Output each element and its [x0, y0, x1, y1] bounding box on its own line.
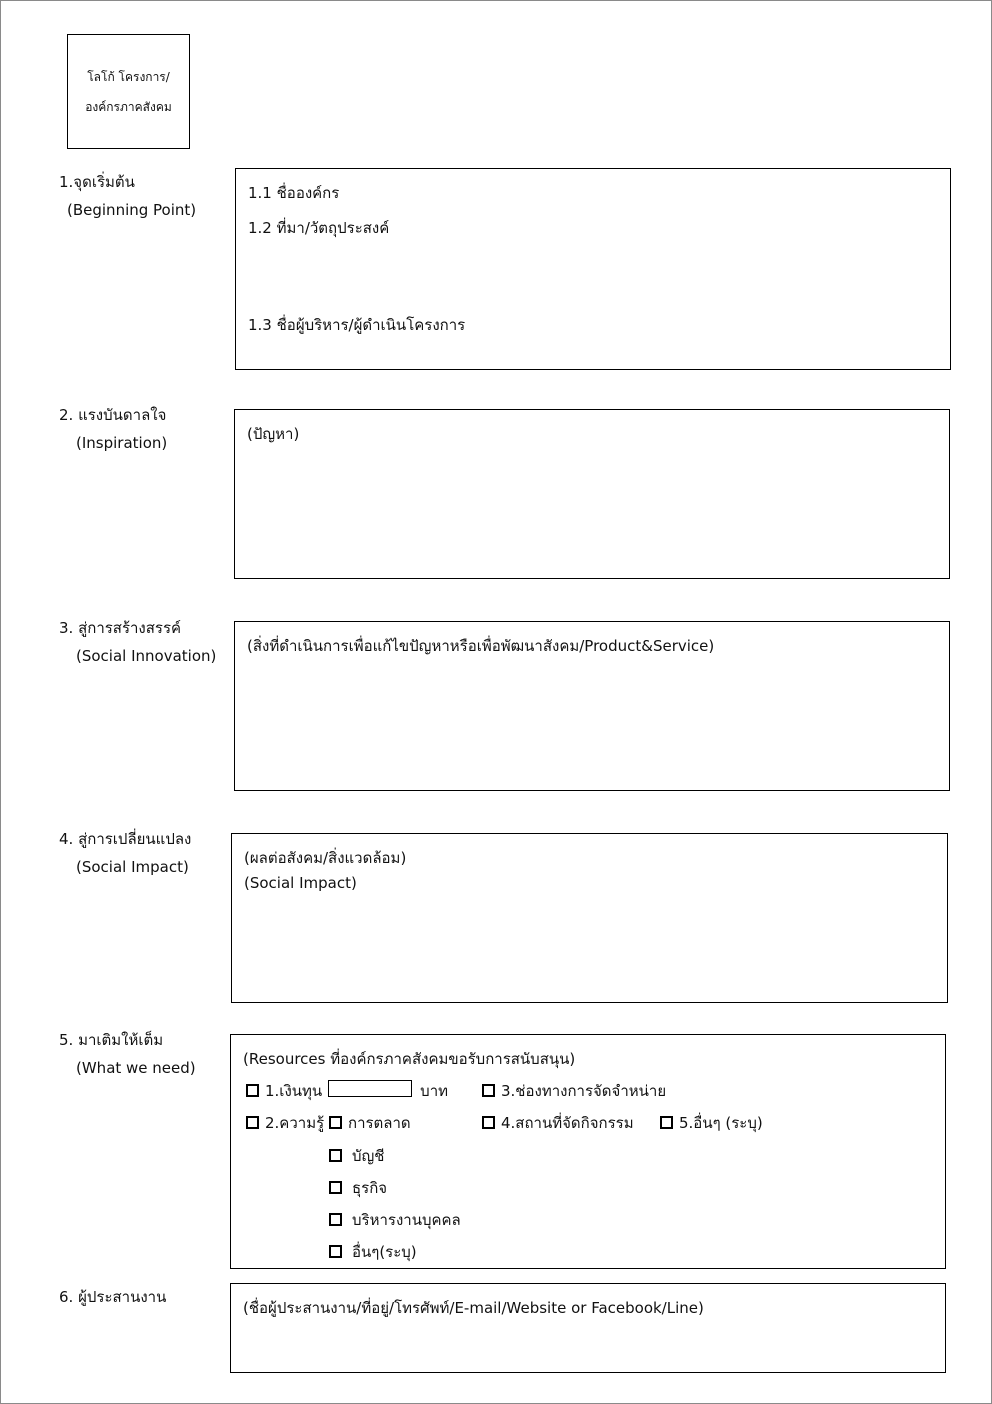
impact-hint-thai: (ผลต่อสังคม/สิ่งแวดล้อม)	[244, 849, 407, 867]
section-4-label	[59, 825, 191, 881]
funding-option	[246, 1079, 448, 1103]
venue-option	[482, 1111, 634, 1135]
problem-hint: (ปัญหา)	[247, 425, 300, 443]
innovation-hint: (สิ่งที่ดำเนินการเพื่อแก้ไขปัญหาหรือเพื่อพัฒนาสังคม/Product&Service)	[247, 637, 715, 655]
section-3-box[interactable]	[234, 621, 950, 791]
funding-checkbox[interactable]	[246, 1084, 259, 1097]
section-3-subtitle: (Social Innovation)	[76, 647, 217, 665]
section-2-title: 2. แรงบันดาลใจ	[59, 406, 167, 424]
distribution-channel-checkbox[interactable]	[482, 1084, 495, 1097]
hr-checkbox[interactable]	[329, 1213, 342, 1226]
resources-header: (Resources ที่องค์กรภาคสังคมขอรับการสนับสนุน)	[243, 1050, 576, 1068]
section-2-subtitle: (Inspiration)	[76, 434, 168, 452]
section-1-title: 1.จุดเริ่มต้น	[59, 173, 135, 191]
hr-label: บริหารงานบุคคล	[352, 1211, 461, 1229]
logo-placeholder	[67, 34, 190, 149]
marketing-label: การตลาด	[348, 1114, 411, 1132]
section-6-box[interactable]	[230, 1283, 946, 1373]
section-4-box[interactable]	[231, 833, 948, 1003]
knowledge-business-option	[329, 1176, 387, 1200]
funding-amount-input[interactable]	[328, 1080, 412, 1097]
section-5-subtitle: (What we need)	[76, 1059, 196, 1077]
accounting-checkbox[interactable]	[329, 1149, 342, 1162]
section-2-box[interactable]	[234, 409, 950, 579]
knowledge-label: 2.ความรู้	[265, 1114, 325, 1132]
business-label: ธุรกิจ	[352, 1179, 388, 1197]
coordinator-hint: (ชื่อผู้ประสานงาน/ที่อยู่/โทรศัพท์/E-mail/Website or Facebook/Line)	[243, 1299, 704, 1317]
manager-field-label: 1.3 ชื่อผู้บริหาร/ผู้ดำเนินโครงการ	[248, 316, 466, 334]
knowledge-option	[246, 1111, 324, 1135]
section-1-subtitle: (Beginning Point)	[67, 201, 197, 219]
section-5-box	[230, 1034, 946, 1269]
knowledge-other-label: อื่นๆ(ระบุ)	[352, 1243, 417, 1261]
section-1-box[interactable]	[235, 168, 951, 370]
section-5-title: 5. มาเติมให้เต็ม	[59, 1031, 164, 1049]
section-2-label	[59, 401, 167, 457]
other-checkbox[interactable]	[660, 1116, 673, 1129]
knowledge-other-option	[329, 1240, 417, 1264]
venue-label: 4.สถานที่จัดกิจกรรม	[501, 1114, 634, 1132]
other-label: 5.อื่นๆ (ระบุ)	[679, 1114, 763, 1132]
knowledge-marketing-option	[329, 1111, 411, 1135]
distribution-channel-option	[482, 1079, 666, 1103]
funding-label: 1.เงินทุน	[265, 1082, 323, 1100]
funding-unit: บาท	[420, 1082, 449, 1100]
marketing-checkbox[interactable]	[329, 1116, 342, 1129]
accounting-label: บัญชี	[352, 1147, 385, 1165]
venue-checkbox[interactable]	[482, 1116, 495, 1129]
section-3-title: 3. สู่การสร้างสรรค์	[59, 619, 182, 637]
section-3-label	[59, 614, 216, 670]
org-name-field-label: 1.1 ชื่อองค์กร	[248, 184, 340, 202]
section-6-label	[59, 1283, 166, 1311]
knowledge-other-checkbox[interactable]	[329, 1245, 342, 1258]
section-6-title: 6. ผู้ประสานงาน	[59, 1288, 167, 1306]
impact-hint-english: (Social Impact)	[244, 874, 357, 892]
other-option	[660, 1111, 763, 1135]
knowledge-checkbox[interactable]	[246, 1116, 259, 1129]
section-1-label	[59, 168, 196, 224]
section-4-title: 4. สู่การเปลี่ยนแปลง	[59, 830, 192, 848]
business-checkbox[interactable]	[329, 1181, 342, 1194]
section-4-subtitle: (Social Impact)	[76, 858, 189, 876]
distribution-channel-label: 3.ช่องทางการจัดจำหน่าย	[501, 1082, 667, 1100]
knowledge-hr-option	[329, 1208, 461, 1232]
logo-text-line1: โลโก้ โครงการ/	[87, 69, 170, 84]
logo-text-line2: องค์กรภาคสังคม	[85, 99, 172, 114]
objective-field-label: 1.2 ที่มา/วัตถุประสงค์	[248, 219, 390, 237]
section-5-label	[59, 1026, 196, 1082]
knowledge-accounting-option	[329, 1144, 384, 1168]
